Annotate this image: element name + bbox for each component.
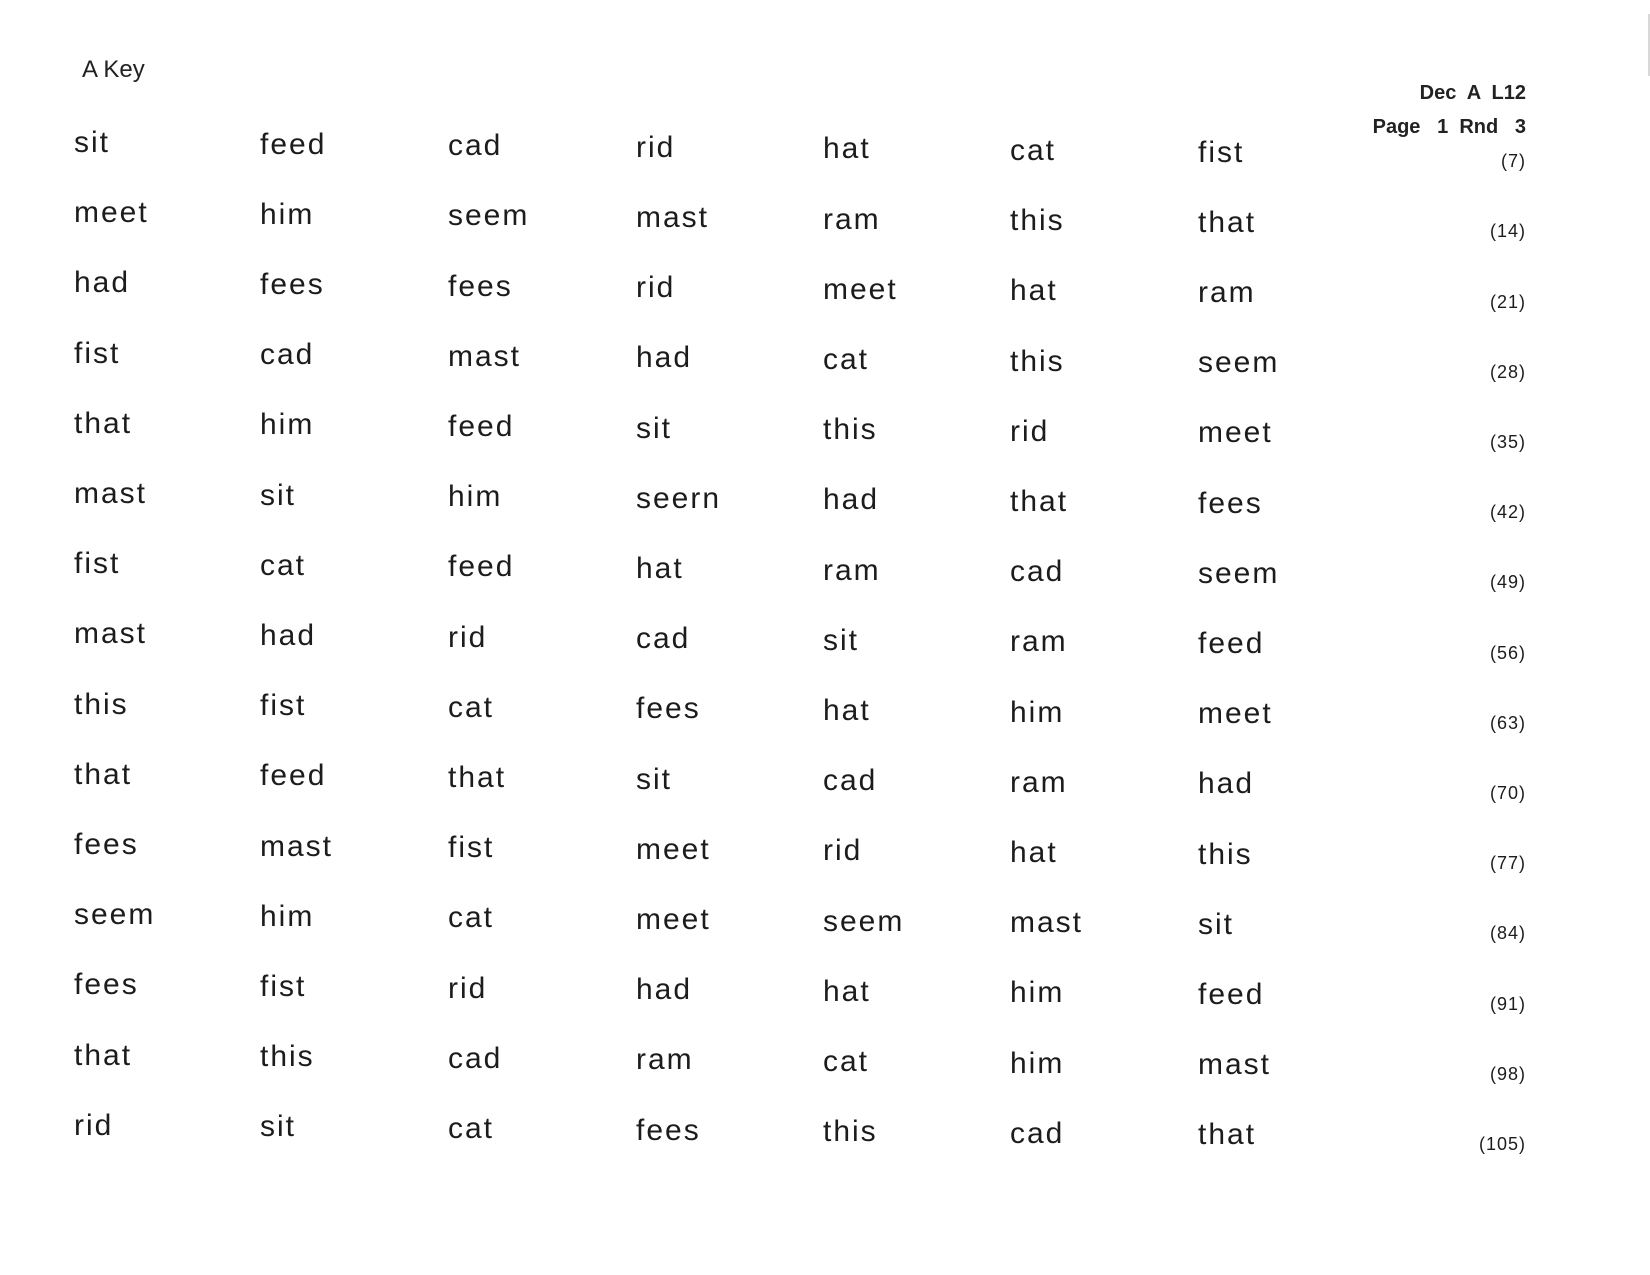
running-word-count: (49) xyxy=(1489,572,1526,593)
running-word-count: (7) xyxy=(1501,151,1526,172)
word-cell: that xyxy=(1198,1118,1257,1152)
word-cell: cat xyxy=(448,690,495,724)
word-cell: seem xyxy=(1198,346,1280,380)
word-row xyxy=(0,126,1650,176)
word-row xyxy=(0,1109,1650,1159)
word-cell: hat xyxy=(1010,274,1058,308)
word-cell: him xyxy=(260,408,315,442)
running-word-count: (56) xyxy=(1489,642,1526,663)
word-cell: cad xyxy=(823,764,878,798)
word-cell: feed xyxy=(448,550,515,584)
word-cell: ram xyxy=(823,553,881,587)
word-cell: that xyxy=(74,406,133,440)
word-cell: sit xyxy=(636,411,672,445)
word-cell: meet xyxy=(1198,697,1273,731)
word-cell: fees xyxy=(260,267,325,301)
word-cell: seem xyxy=(448,199,530,233)
running-word-count: (14) xyxy=(1489,221,1526,242)
word-cell: this xyxy=(260,1040,315,1074)
running-word-count: (42) xyxy=(1489,502,1526,523)
running-word-count: (35) xyxy=(1489,431,1526,452)
word-cell: ram xyxy=(1010,625,1068,659)
word-cell: had xyxy=(636,973,693,1007)
word-cell: seem xyxy=(1198,556,1280,590)
word-cell: fist xyxy=(448,831,495,865)
word-cell: mast xyxy=(260,829,334,863)
word-cell: fees xyxy=(448,269,513,303)
word-cell: seern xyxy=(636,481,722,515)
word-cell: ram xyxy=(636,1043,694,1077)
word-cell: this xyxy=(1198,837,1253,871)
word-cell: feed xyxy=(1198,626,1265,660)
word-cell: sit xyxy=(1198,907,1234,941)
word-cell: rid xyxy=(448,971,488,1005)
lesson-code: Dec A L12 xyxy=(1419,82,1526,104)
running-word-count: (77) xyxy=(1489,853,1526,874)
word-cell: rid xyxy=(1010,414,1050,448)
word-cell: this xyxy=(74,687,129,721)
word-cell: hat xyxy=(636,551,684,585)
word-row xyxy=(0,758,1650,808)
word-row xyxy=(0,968,1650,1018)
word-cell: meet xyxy=(636,902,711,936)
word-row xyxy=(0,898,1650,948)
word-cell: fees xyxy=(636,1113,701,1147)
word-cell: that xyxy=(448,760,507,794)
word-row xyxy=(0,547,1650,597)
word-cell: ram xyxy=(1010,765,1068,799)
word-cell: cat xyxy=(823,342,870,376)
word-cell: him xyxy=(448,480,503,514)
word-cell: hat xyxy=(1010,836,1058,869)
word-cell: seem xyxy=(823,904,905,938)
word-cell: rid xyxy=(636,130,676,164)
word-row xyxy=(0,407,1650,457)
word-cell: this xyxy=(823,1115,878,1149)
word-cell: him xyxy=(260,197,315,231)
word-cell: meet xyxy=(823,272,898,306)
running-word-count: (98) xyxy=(1489,1063,1526,1084)
word-cell: him xyxy=(1010,1046,1065,1080)
word-cell: this xyxy=(1010,204,1065,238)
word-cell: cat xyxy=(823,1044,870,1078)
word-cell: rid xyxy=(448,620,488,654)
word-cell: cad xyxy=(260,338,315,372)
word-cell: fees xyxy=(74,828,139,861)
word-cell: had xyxy=(74,266,131,300)
word-cell: cad xyxy=(636,622,691,656)
word-cell: mast xyxy=(1010,906,1084,940)
word-row xyxy=(0,1039,1650,1089)
word-row xyxy=(0,337,1650,387)
word-cell: mast xyxy=(448,339,522,373)
word-cell: cad xyxy=(448,1041,503,1075)
word-cell: meet xyxy=(74,196,149,230)
running-word-count: (84) xyxy=(1489,923,1526,944)
word-cell: fist xyxy=(1198,135,1245,169)
word-cell: him xyxy=(1010,695,1065,729)
word-cell: feed xyxy=(260,759,327,793)
word-cell: fist xyxy=(260,969,307,1003)
word-row xyxy=(0,266,1650,316)
word-cell: mast xyxy=(74,477,148,510)
word-cell: fees xyxy=(1198,486,1263,520)
word-cell: fees xyxy=(636,692,701,726)
word-cell: that xyxy=(1198,205,1257,239)
running-word-count: (70) xyxy=(1489,782,1526,803)
word-cell: rid xyxy=(74,1108,114,1142)
word-cell: feed xyxy=(448,409,515,443)
word-cell: feed xyxy=(260,127,327,161)
word-cell: hat xyxy=(823,693,871,727)
word-row xyxy=(0,617,1650,667)
running-word-count: (63) xyxy=(1489,712,1526,733)
word-cell: sit xyxy=(74,126,110,159)
word-cell: ram xyxy=(823,202,881,236)
word-cell: cad xyxy=(448,129,503,163)
word-cell: hat xyxy=(823,974,871,1008)
word-cell: sit xyxy=(260,478,296,512)
running-word-count: (21) xyxy=(1489,291,1526,312)
word-cell: fist xyxy=(74,336,121,370)
word-row xyxy=(0,828,1650,878)
word-cell: mast xyxy=(1198,1048,1272,1082)
word-cell: cat xyxy=(448,1111,495,1145)
word-row xyxy=(0,688,1650,738)
page-round-info: Page 1 Rnd 3 xyxy=(1372,116,1526,138)
word-cell: mast xyxy=(74,617,148,651)
word-cell: ram xyxy=(1198,275,1256,309)
word-cell: meet xyxy=(1198,416,1273,450)
word-cell: him xyxy=(260,899,315,933)
word-row xyxy=(0,477,1650,527)
word-cell: feed xyxy=(1198,977,1265,1011)
word-cell: that xyxy=(1010,485,1069,518)
word-cell: rid xyxy=(636,271,676,305)
word-cell: cat xyxy=(1010,134,1057,167)
word-cell: had xyxy=(1198,767,1255,801)
word-cell: sit xyxy=(636,762,672,796)
word-cell: cad xyxy=(1010,555,1065,589)
word-cell: fist xyxy=(260,689,307,723)
word-cell: fist xyxy=(74,547,121,581)
word-cell: this xyxy=(823,413,878,447)
word-cell: that xyxy=(74,757,133,791)
word-cell: meet xyxy=(636,832,711,866)
word-cell: sit xyxy=(260,1110,296,1144)
word-cell: had xyxy=(823,483,880,517)
running-word-count: (105) xyxy=(1478,1133,1526,1154)
word-row xyxy=(0,196,1650,246)
word-cell: rid xyxy=(823,834,863,868)
word-cell: cad xyxy=(1010,1116,1065,1150)
word-cell: fees xyxy=(74,968,139,1002)
word-cell: cat xyxy=(448,901,495,935)
word-cell: cat xyxy=(260,548,307,582)
running-word-count: (91) xyxy=(1489,993,1526,1014)
word-cell: mast xyxy=(636,200,710,234)
word-cell: that xyxy=(74,1038,133,1072)
running-word-count: (28) xyxy=(1489,361,1526,382)
word-cell: had xyxy=(260,618,317,652)
word-cell: this xyxy=(1010,344,1065,378)
word-cell: seem xyxy=(74,898,156,932)
word-cell: sit xyxy=(823,623,859,657)
word-cell: hat xyxy=(823,132,871,166)
key-label: A Key xyxy=(82,56,145,83)
word-cell: had xyxy=(636,341,693,375)
word-cell: him xyxy=(1010,976,1065,1010)
